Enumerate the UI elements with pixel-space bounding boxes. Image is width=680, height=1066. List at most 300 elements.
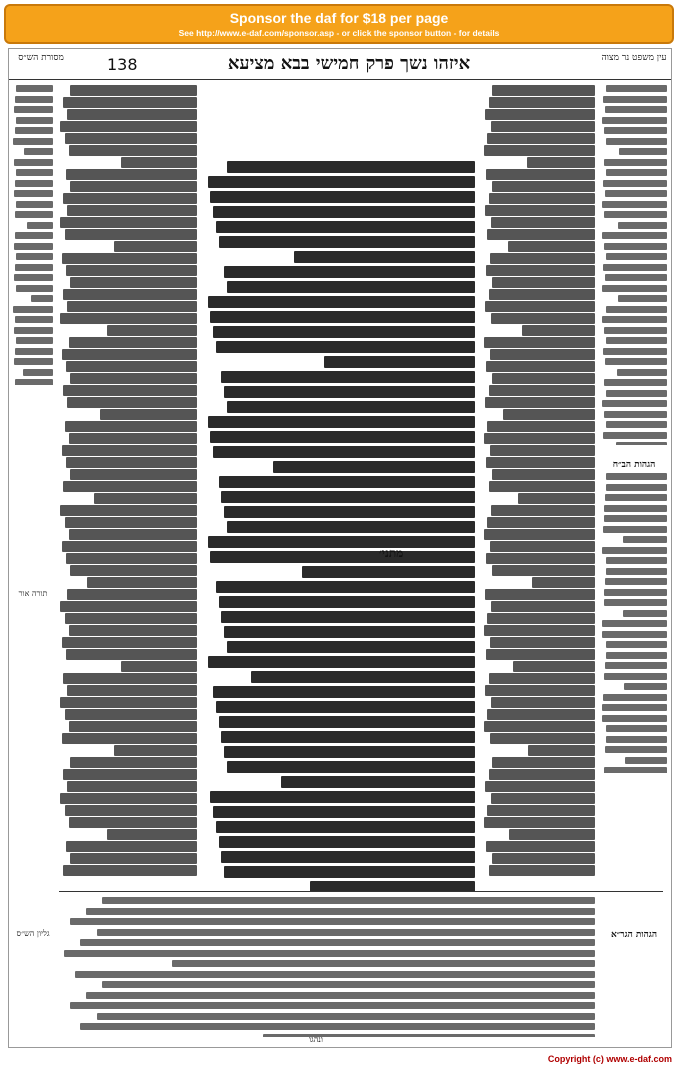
text-line xyxy=(492,469,595,480)
text-line xyxy=(503,409,595,420)
text-line xyxy=(67,301,197,312)
text-line xyxy=(121,661,197,672)
text-line xyxy=(15,316,53,323)
text-line xyxy=(221,851,475,863)
text-line xyxy=(210,551,475,563)
text-line xyxy=(70,85,197,96)
text-line xyxy=(65,133,197,144)
text-line xyxy=(219,236,476,248)
text-line xyxy=(70,853,197,864)
text-line xyxy=(606,390,667,397)
text-line xyxy=(532,577,595,588)
text-line xyxy=(604,211,667,218)
text-line xyxy=(509,829,595,840)
text-line xyxy=(63,865,197,876)
text-line xyxy=(487,805,595,816)
sponsor-banner[interactable] xyxy=(4,4,674,44)
text-line xyxy=(210,311,475,323)
text-line xyxy=(102,897,595,904)
text-line xyxy=(606,421,667,428)
text-line xyxy=(70,757,197,768)
text-line xyxy=(62,253,197,264)
text-line xyxy=(66,649,197,660)
text-line xyxy=(485,205,595,216)
text-line xyxy=(605,106,667,113)
text-line xyxy=(618,295,668,302)
text-line xyxy=(324,356,475,368)
text-line xyxy=(490,733,595,744)
text-line xyxy=(69,145,197,156)
text-line xyxy=(491,697,595,708)
text-line xyxy=(492,757,595,768)
text-line xyxy=(63,289,197,300)
text-line xyxy=(508,241,595,252)
text-line xyxy=(60,793,197,804)
text-line xyxy=(604,127,667,134)
text-line xyxy=(66,841,197,852)
text-line xyxy=(60,697,197,708)
text-line xyxy=(484,817,595,828)
text-line xyxy=(62,349,197,360)
text-line xyxy=(606,641,667,648)
text-line xyxy=(219,596,476,608)
text-line xyxy=(486,553,595,564)
text-line xyxy=(604,599,667,606)
text-line xyxy=(62,541,197,552)
text-line xyxy=(227,281,475,293)
text-line xyxy=(14,274,53,281)
text-line xyxy=(13,306,53,313)
text-line xyxy=(606,253,667,260)
text-line xyxy=(80,939,595,946)
text-line xyxy=(224,386,475,398)
text-line xyxy=(97,929,595,936)
text-line xyxy=(67,781,197,792)
text-line xyxy=(64,950,595,957)
text-line xyxy=(69,817,197,828)
text-line xyxy=(623,610,667,617)
text-line xyxy=(484,337,595,348)
text-line xyxy=(63,673,197,684)
left-margin-column xyxy=(13,85,53,385)
text-line xyxy=(100,409,197,420)
text-line xyxy=(605,746,667,753)
text-line xyxy=(102,981,595,988)
text-line xyxy=(487,421,595,432)
text-line xyxy=(605,274,667,281)
text-line xyxy=(24,148,53,155)
text-line xyxy=(603,526,667,533)
text-line xyxy=(625,757,667,764)
text-line xyxy=(492,277,595,288)
text-line xyxy=(617,369,667,376)
text-line xyxy=(518,493,595,504)
text-line xyxy=(489,769,595,780)
text-line xyxy=(15,232,53,239)
text-line xyxy=(14,358,53,365)
text-line xyxy=(114,745,197,756)
text-line xyxy=(492,373,595,384)
text-line xyxy=(606,306,667,313)
text-line xyxy=(65,517,197,528)
text-line xyxy=(294,251,475,263)
text-line xyxy=(65,709,197,720)
text-line xyxy=(60,217,197,228)
text-line xyxy=(213,446,475,458)
text-line xyxy=(485,109,595,120)
mishna-marker: מתני׳ xyxy=(379,546,404,560)
text-line xyxy=(69,433,197,444)
ein-mishpat-label: עין משפט נר מצוה xyxy=(601,53,667,63)
text-line xyxy=(484,625,595,636)
text-line xyxy=(16,85,53,92)
text-line xyxy=(216,341,475,353)
text-line xyxy=(121,157,197,168)
text-line xyxy=(606,725,667,732)
text-line xyxy=(16,117,53,124)
text-line xyxy=(487,517,595,528)
text-line xyxy=(63,481,197,492)
text-line xyxy=(606,568,667,575)
text-line xyxy=(224,626,475,638)
text-line xyxy=(487,229,595,240)
text-line xyxy=(606,169,667,176)
text-line xyxy=(487,613,595,624)
text-line xyxy=(604,243,667,250)
hagahot-habach-label: הגהות הב״ח xyxy=(612,460,656,470)
text-line xyxy=(69,337,197,348)
text-line xyxy=(65,613,197,624)
text-line xyxy=(603,96,667,103)
text-line xyxy=(227,401,475,413)
text-line xyxy=(16,285,53,292)
text-line xyxy=(487,709,595,720)
text-line xyxy=(219,476,476,488)
text-line xyxy=(114,241,197,252)
text-line xyxy=(604,673,667,680)
text-line xyxy=(484,529,595,540)
text-line xyxy=(70,1002,595,1009)
sponsor-title[interactable]: Sponsor the daf for $18 per page xyxy=(229,10,449,26)
text-line xyxy=(66,553,197,564)
text-line xyxy=(602,620,667,627)
text-line xyxy=(489,865,595,876)
text-line xyxy=(605,358,667,365)
text-line xyxy=(69,529,197,540)
text-line xyxy=(62,445,197,456)
text-line xyxy=(489,97,595,108)
text-line xyxy=(603,432,667,439)
text-line xyxy=(221,491,475,503)
tosafot-column xyxy=(59,85,197,885)
text-line xyxy=(487,133,595,144)
bottom-commentary xyxy=(59,897,595,1037)
text-line xyxy=(492,181,595,192)
text-line xyxy=(208,656,475,668)
text-line xyxy=(107,829,197,840)
text-line xyxy=(63,769,197,780)
page-number: 138 xyxy=(107,55,138,74)
text-line xyxy=(66,265,197,276)
text-line xyxy=(490,541,595,552)
text-line xyxy=(618,222,667,229)
text-line xyxy=(602,316,667,323)
copyright-link[interactable]: Copyright (c) www.e-daf.com xyxy=(547,1054,672,1064)
text-line xyxy=(606,652,667,659)
text-line xyxy=(208,536,475,548)
text-line xyxy=(604,159,667,166)
text-line xyxy=(606,85,667,92)
rashi-column xyxy=(483,85,595,885)
text-line xyxy=(603,264,667,271)
text-line xyxy=(70,181,197,192)
text-line xyxy=(15,348,53,355)
text-line xyxy=(605,494,667,501)
text-line xyxy=(16,169,53,176)
text-line xyxy=(80,1023,595,1030)
text-line xyxy=(67,205,197,216)
text-line xyxy=(219,716,476,728)
text-line xyxy=(15,264,53,271)
text-line xyxy=(69,721,197,732)
header-divider xyxy=(9,79,671,80)
text-line xyxy=(605,578,667,585)
text-line xyxy=(302,566,475,578)
text-line xyxy=(491,121,595,132)
talmud-page xyxy=(8,48,672,1048)
text-line xyxy=(603,694,667,701)
text-line xyxy=(490,637,595,648)
text-line xyxy=(616,442,667,445)
text-line xyxy=(310,881,475,891)
text-line xyxy=(62,637,197,648)
text-line xyxy=(490,445,595,456)
text-line xyxy=(489,673,595,684)
text-line xyxy=(602,285,667,292)
text-line xyxy=(210,191,475,203)
text-line xyxy=(208,176,475,188)
text-line xyxy=(602,704,667,711)
sponsor-subtitle: See http://www.e-daf.com/sponsor.asp - or click the sponsor button - for details xyxy=(178,28,500,38)
text-line xyxy=(602,547,667,554)
text-line xyxy=(216,701,475,713)
text-line xyxy=(221,731,475,743)
text-line xyxy=(13,138,53,145)
text-line xyxy=(70,469,197,480)
hagahot-hagra-label: הגהות הגר״א xyxy=(610,930,657,940)
text-line xyxy=(491,793,595,804)
text-line xyxy=(15,127,53,134)
text-line xyxy=(63,97,197,108)
text-line xyxy=(65,805,197,816)
text-line xyxy=(602,400,667,407)
text-line xyxy=(14,159,53,166)
text-line xyxy=(210,791,475,803)
text-line xyxy=(604,589,667,596)
text-line xyxy=(489,193,595,204)
text-line xyxy=(16,337,53,344)
text-line xyxy=(486,649,595,660)
text-line xyxy=(527,157,595,168)
text-line xyxy=(603,348,667,355)
text-line xyxy=(619,148,667,155)
text-line xyxy=(492,85,595,96)
text-line xyxy=(227,521,475,533)
text-line xyxy=(486,265,595,276)
text-line xyxy=(602,117,667,124)
text-line xyxy=(67,589,197,600)
text-line xyxy=(484,433,595,444)
masoret-hashas-label: מסורת הש״ס xyxy=(18,53,64,63)
text-line xyxy=(604,379,667,386)
text-line xyxy=(485,301,595,312)
text-line xyxy=(486,457,595,468)
text-line xyxy=(213,326,475,338)
text-line xyxy=(604,515,667,522)
text-line xyxy=(605,662,667,669)
text-line xyxy=(273,461,476,473)
text-line xyxy=(522,325,595,336)
text-line xyxy=(251,671,475,683)
text-line xyxy=(491,601,595,612)
text-line xyxy=(70,373,197,384)
text-line xyxy=(485,397,595,408)
text-line xyxy=(484,721,595,732)
text-line xyxy=(486,841,595,852)
text-line xyxy=(97,1013,595,1020)
text-line xyxy=(86,992,595,999)
text-line xyxy=(606,473,667,480)
text-line xyxy=(213,206,475,218)
text-line xyxy=(484,145,595,156)
margin-note: תורה אור xyxy=(18,589,48,598)
text-line xyxy=(604,411,667,418)
text-line xyxy=(492,853,595,864)
text-line xyxy=(489,481,595,492)
text-line xyxy=(606,337,667,344)
text-line xyxy=(14,106,53,113)
text-line xyxy=(227,641,475,653)
text-line xyxy=(66,457,197,468)
text-line xyxy=(490,253,595,264)
text-line xyxy=(605,190,667,197)
text-line xyxy=(63,385,197,396)
text-line xyxy=(62,733,197,744)
text-line xyxy=(489,385,595,396)
text-line xyxy=(224,506,475,518)
page-title: איזהו נשך פרק חמישי בבא מציעא xyxy=(227,53,471,74)
text-line xyxy=(604,505,667,512)
bottom-divider xyxy=(59,891,663,892)
text-line xyxy=(60,121,197,132)
text-line xyxy=(528,745,595,756)
text-line xyxy=(606,484,667,491)
text-line xyxy=(486,361,595,372)
text-line xyxy=(60,313,197,324)
text-line xyxy=(227,761,475,773)
gilyon-label: גליון הש״ס xyxy=(16,929,50,938)
gemara-column xyxy=(205,161,475,891)
text-line xyxy=(213,686,475,698)
text-line xyxy=(14,243,53,250)
text-line xyxy=(485,781,595,792)
text-line xyxy=(602,201,667,208)
text-line xyxy=(172,960,595,967)
text-line xyxy=(63,193,197,204)
text-line xyxy=(75,971,595,978)
text-line xyxy=(208,416,475,428)
text-line xyxy=(65,421,197,432)
text-line xyxy=(485,685,595,696)
text-line xyxy=(70,565,197,576)
closing-word: ונהגו xyxy=(309,1035,323,1044)
text-line xyxy=(208,296,475,308)
text-line xyxy=(224,866,475,878)
text-line xyxy=(67,109,197,120)
text-line xyxy=(486,169,595,180)
text-line xyxy=(602,715,667,722)
text-line xyxy=(15,379,53,385)
text-line xyxy=(490,349,595,360)
text-line xyxy=(602,232,667,239)
text-line xyxy=(227,161,475,173)
text-line xyxy=(15,96,53,103)
text-line xyxy=(485,589,595,600)
text-line xyxy=(60,601,197,612)
text-line xyxy=(210,431,475,443)
text-line xyxy=(513,661,595,672)
text-line xyxy=(86,908,595,915)
text-line xyxy=(221,371,475,383)
text-line xyxy=(603,180,667,187)
text-line xyxy=(216,221,475,233)
text-line xyxy=(213,806,475,818)
text-line xyxy=(94,493,198,504)
text-line xyxy=(14,190,53,197)
text-line xyxy=(492,565,595,576)
text-line xyxy=(60,505,197,516)
text-line xyxy=(27,222,53,229)
text-line xyxy=(491,313,595,324)
text-line xyxy=(491,505,595,516)
text-line xyxy=(606,736,667,743)
text-line xyxy=(623,536,667,543)
text-line xyxy=(87,577,197,588)
text-line xyxy=(31,295,53,302)
text-line xyxy=(67,397,197,408)
text-line xyxy=(107,325,197,336)
text-line xyxy=(624,683,667,690)
text-line xyxy=(70,918,595,925)
text-line xyxy=(219,836,476,848)
text-line xyxy=(281,776,475,788)
text-line xyxy=(15,180,53,187)
text-line xyxy=(604,327,667,334)
text-line xyxy=(491,217,595,228)
text-line xyxy=(224,266,475,278)
text-line xyxy=(224,746,475,758)
hagahot-column xyxy=(601,473,667,773)
text-line xyxy=(69,625,197,636)
text-line xyxy=(16,201,53,208)
text-line xyxy=(70,277,197,288)
text-line xyxy=(216,581,475,593)
text-line xyxy=(606,557,667,564)
text-line xyxy=(604,767,667,773)
text-line xyxy=(66,361,197,372)
text-line xyxy=(16,253,53,260)
text-line xyxy=(221,611,475,623)
